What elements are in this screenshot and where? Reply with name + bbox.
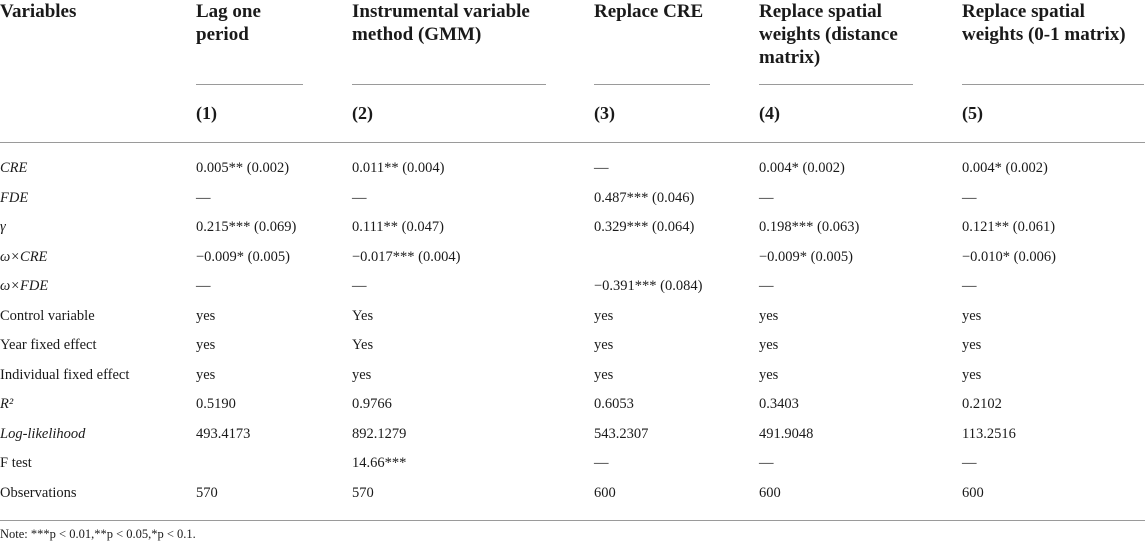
table-cell: 892.1279 [352,425,407,442]
header-col-5 [962,0,1126,46]
table-cell: Yes [352,307,374,324]
table-cell: 0.6053 [594,396,634,412]
table-cell: yes [196,366,216,383]
table-cell: yes [759,337,779,353]
table-cell: 0.004* (0.002) [962,160,1048,176]
table-row [0,331,1145,360]
header-col-2 [352,0,530,46]
header-col-1-line: Lag one [196,1,261,22]
column-number-2: (2) [352,103,373,123]
header-variables [0,0,76,23]
header-col-5-line: weights (0-1 matrix) [962,24,1126,45]
table-cell: 14.66*** [352,455,407,471]
table-cell: yes [962,337,982,353]
table-bottom-rule [0,520,1145,521]
table-cell: 600 [594,484,616,501]
table-cell: 0.2102 [962,396,1002,412]
table-cell: −0.009* (0.005) [196,248,290,265]
table-cell: −0.391*** (0.084) [594,278,703,294]
table-row [0,213,1145,242]
table-cell: 0.9766 [352,396,392,412]
table-row [0,243,1145,272]
table-cell: yes [594,337,614,353]
table-cell: yes [196,307,216,324]
table-cell: 543.2307 [594,425,649,442]
table-cell: yes [962,366,982,383]
table-cell: 0.005** (0.002) [196,160,290,176]
table-cell: 0.215*** (0.069) [196,219,297,235]
header-col-1 [196,0,261,46]
table-cell: 0.011** (0.004) [352,160,445,176]
row-label: Year fixed effect [0,337,97,353]
header-col-1-line: period [196,24,249,45]
table-cell: 0.111** (0.047) [352,219,444,235]
table-cell: 570 [196,484,218,501]
row-label: γ [0,219,6,235]
header-col-4-line: weights (distance [759,24,898,45]
table-cell: −0.017*** (0.004) [352,248,461,265]
header-underline [196,84,303,85]
table-cell: — [759,189,774,206]
table-cell: — [962,189,977,206]
column-number-5: (5) [962,103,983,123]
table-cell: — [594,160,609,176]
header-variables-line: Variables [0,1,77,22]
header-col-3-line: Replace CRE [594,1,704,22]
table-row [0,479,1145,508]
table-cell: yes [759,307,779,324]
table-cell: 491.9048 [759,425,814,442]
header-col-2-line: Instrumental variable [352,1,530,22]
header-bottom-rule [0,142,1145,143]
header-col-5-line: Replace spatial [962,1,1085,22]
table-cell: yes [196,337,216,353]
table-cell: — [196,189,211,206]
table-cell: 570 [352,484,374,501]
row-label: FDE [0,189,29,206]
header-col-4 [759,0,898,69]
table-row [0,420,1145,449]
table-row [0,272,1145,301]
header-col-3 [594,0,703,23]
table-cell: — [759,455,774,471]
table-row [0,302,1145,331]
table-cell: — [196,278,211,294]
row-label: ω×CRE [0,248,48,265]
table-cell: 0.5190 [196,396,236,412]
table-cell: yes [594,366,614,383]
table-cell: 0.198*** (0.063) [759,219,860,235]
header-underline [352,84,546,85]
table-cell: 0.004* (0.002) [759,160,845,176]
table-cell: 0.3403 [759,396,799,412]
table-cell: — [352,278,367,294]
table-cell: 0.487*** (0.046) [594,189,695,206]
row-label: Observations [0,484,77,501]
table-row [0,449,1145,478]
column-number-3: (3) [594,103,615,123]
header-underline [962,84,1144,85]
table-cell: — [594,455,609,471]
header-underline [759,84,913,85]
table-cell: Yes [352,337,374,353]
row-label: ω×FDE [0,278,49,294]
table-row [0,154,1145,183]
header-col-4-line: matrix) [759,47,821,68]
header-col-4-line: Replace spatial [759,1,882,22]
table-cell: 600 [759,484,781,501]
row-label: Log-likelihood [0,425,86,442]
table-note: Note: ***p < 0.01,**p < 0.05,*p < 0.1. [0,527,196,541]
table-row [0,361,1145,390]
table-cell: — [352,189,367,206]
table-cell: yes [759,366,779,383]
table-cell: 600 [962,484,984,501]
column-number-1: (1) [196,103,217,123]
table-cell: yes [962,307,982,324]
table-cell: 493.4173 [196,425,251,442]
header-col-2-line: method (GMM) [352,24,482,45]
table-cell: — [962,455,977,471]
table-cell: −0.010* (0.006) [962,248,1056,265]
row-label: F test [0,455,32,471]
table-cell: 0.121** (0.061) [962,219,1056,235]
table-cell: −0.009* (0.005) [759,248,853,265]
table-cell: yes [594,307,614,324]
table-cell: — [962,278,977,294]
table-row [0,184,1145,213]
table-cell: 113.2516 [962,425,1016,442]
row-label: CRE [0,160,28,176]
header-underline [594,84,710,85]
table-cell: yes [352,366,372,383]
column-number-4: (4) [759,103,780,123]
table-row [0,390,1145,419]
table-cell: 0.329*** (0.064) [594,219,695,235]
row-label: R² [0,396,14,412]
row-label: Individual fixed effect [0,366,130,383]
row-label: Control variable [0,307,95,324]
table-cell: — [759,278,774,294]
